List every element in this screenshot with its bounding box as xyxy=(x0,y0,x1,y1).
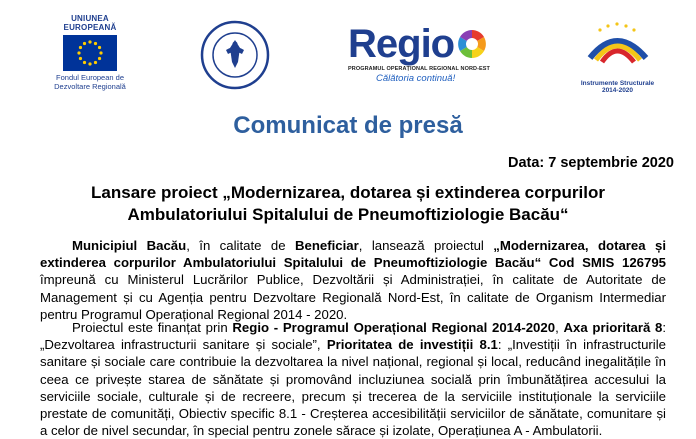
eu-star-icon xyxy=(79,57,82,60)
regio-logo xyxy=(348,24,498,94)
project-title: Lansare proiect „Modernizarea, dotarea și extinderea corpurilor Ambulatoriului Spitalului de Pneumoftiziologie Bacău“ xyxy=(91,183,605,224)
eu-fund-line1: Fondul European de xyxy=(56,73,124,82)
page-title: Comunicat de presă xyxy=(233,112,463,139)
eu-star-icon xyxy=(99,51,102,54)
government-seal-logo xyxy=(200,20,270,90)
eu-star-icon xyxy=(77,51,80,54)
eu-flag-icon xyxy=(63,35,117,71)
eu-star-icon xyxy=(83,61,86,64)
p2-bold-2: Axa prioritară 8 xyxy=(563,320,663,335)
p1-text-2: , lansează proiectul xyxy=(358,238,494,253)
eu-title: UNIUNEA EUROPEANĂ xyxy=(63,14,117,32)
eu-logo xyxy=(45,14,135,91)
paragraph-beneficiary xyxy=(40,237,666,323)
p2-text-1: Proiectul este finanțat prin xyxy=(72,320,233,335)
regio-color-wheel-icon xyxy=(456,28,488,60)
eu-star-icon xyxy=(88,40,91,43)
eu-star-icon xyxy=(98,46,101,49)
paragraph-funding xyxy=(40,319,666,439)
government-seal-icon xyxy=(200,20,270,90)
p2-text-4: : „Investiții în infrastructurile sanitare și sociale care contribuie la dezvoltarea la nivel național, regional și local, reducând inegalitățile în ceea ce privește starea de sănătate și promovând incluziunea socială prin îmbunătățirea accesului la serviciile sociale, culturale și de recreere, precum și trecerea de la serviciile instituționale la serviciile prestate de comunități, Obiectiv specific 8.1 - Creșterea accesibilității serviciilor de sănătate, comunitare și a celor de nivel secundar, în special pentru zonele sărace și izolate, Operațiunea A - Ambulatorii. xyxy=(40,337,666,439)
p1-bold-1: Municipiul Bacău xyxy=(72,238,187,253)
press-release-date: Data: 7 septembrie 2020 xyxy=(507,155,674,171)
eu-star-icon xyxy=(94,61,97,64)
eu-star-icon xyxy=(79,46,82,49)
p1-text-3: împreună cu Ministerul Lucrărilor Publice, Dezvoltării și Administrației, în calitate de Autoritate de Management și cu Agenția pentru Dezvoltare Regională Nord-Est, în calitate de Organism Intermediar pentru Programul Operațional Regional 2014 - 2020. xyxy=(40,272,666,322)
eu-star-icon xyxy=(88,62,91,65)
eu-star-icon xyxy=(83,42,86,45)
is-title: Instrumente Structurale xyxy=(580,80,655,87)
p1-text-1: , în calitate de xyxy=(186,238,295,253)
eu-star-icon xyxy=(98,57,101,60)
regio-subtitle: PROGRAMUL OPERAȚIONAL REGIONAL NORD-EST xyxy=(348,66,491,72)
p2-text-3: : „Dezvoltarea infrastructurii sanitare și sociale”, xyxy=(40,320,667,353)
p1-bold-2: Beneficiar xyxy=(294,238,359,253)
eu-stars-icon xyxy=(63,35,117,71)
instrumente-structurale-icon xyxy=(570,18,665,74)
instrumente-structurale-logo xyxy=(570,18,665,98)
regio-word: Regio xyxy=(348,22,455,66)
p1-bold-3: „Modernizarea, dotarea și extinderea corpurilor Ambulatoriului Spitalului de Pneumoftiziologie Bacău“ Cod SMIS 126795 xyxy=(40,238,667,271)
p2-text-2: , xyxy=(555,320,564,335)
p2-bold-3: Prioritatea de investiții 8.1 xyxy=(326,337,498,353)
is-years: 2014-2020 xyxy=(601,87,634,94)
logo-strip xyxy=(0,0,696,110)
p2-bold-1: Regio - Programul Operațional Regional 2014-2020 xyxy=(232,320,556,335)
eu-fund-line2: Dezvoltare Regională xyxy=(54,82,126,91)
eu-star-icon xyxy=(94,42,97,45)
regio-slogan: Călătoria continuă! xyxy=(376,73,456,84)
